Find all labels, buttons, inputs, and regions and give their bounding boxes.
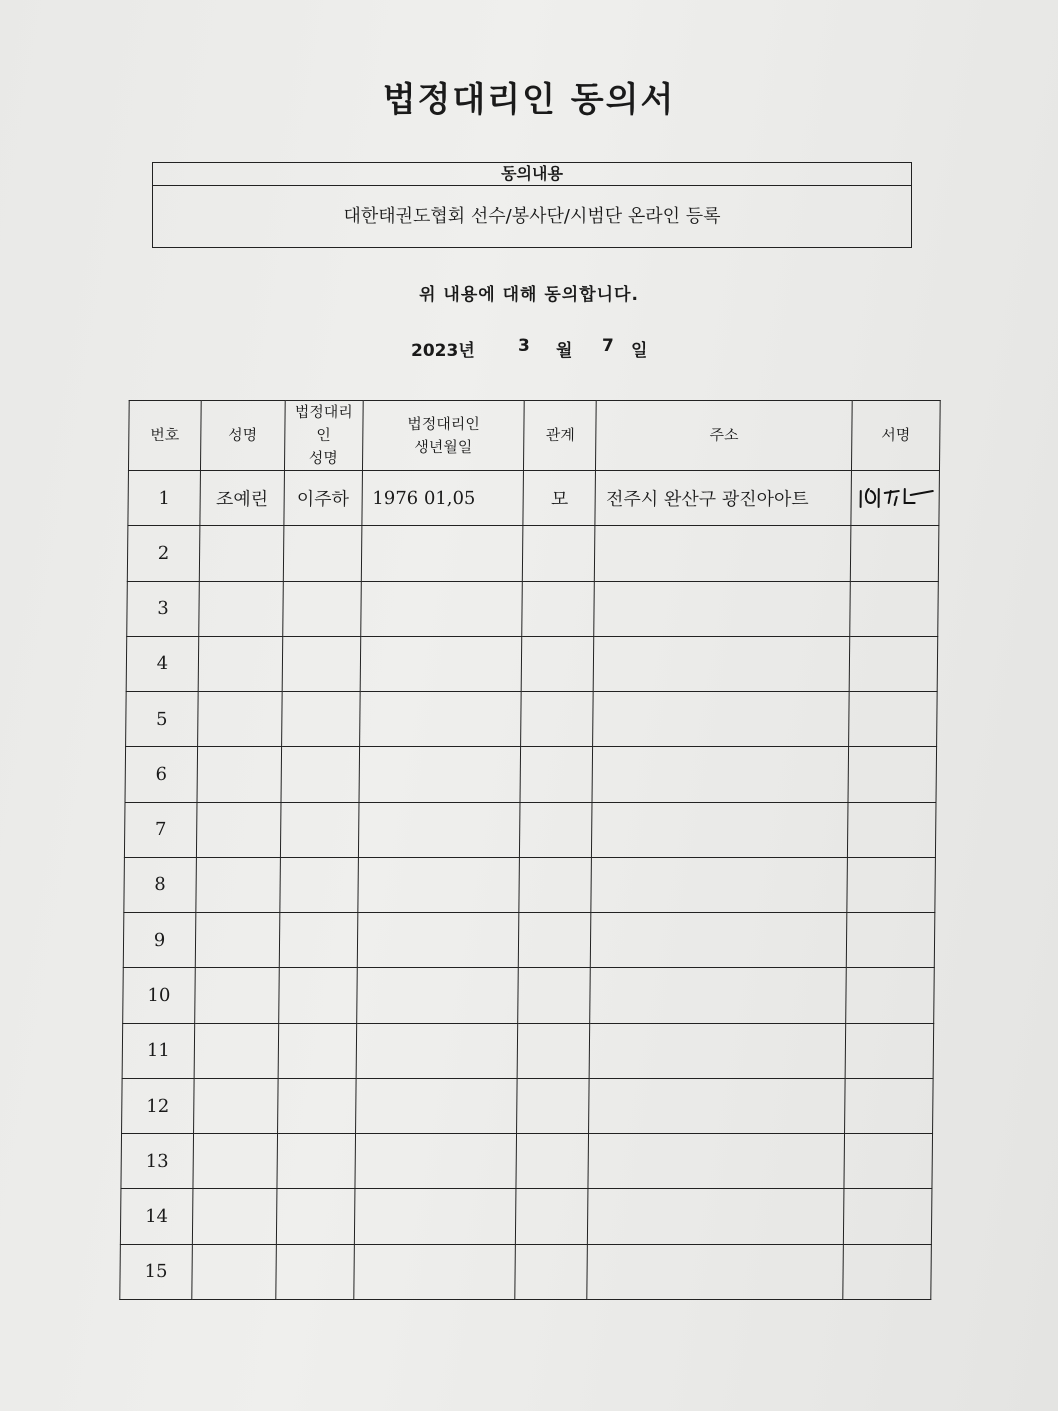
cell-guardian-name bbox=[276, 1189, 354, 1244]
cell-no: 3 bbox=[127, 581, 199, 636]
date-day: 7 bbox=[602, 336, 614, 356]
document-title: 법정대리인 동의서 bbox=[382, 80, 676, 120]
cell-no: 2 bbox=[127, 526, 199, 581]
cell-address bbox=[594, 636, 850, 691]
header-guardian-name-line2: 인 bbox=[316, 426, 331, 444]
cell-address bbox=[589, 1078, 845, 1133]
cell-relation bbox=[515, 1244, 587, 1299]
header-relation: 관계 bbox=[524, 401, 597, 471]
consent-box bbox=[152, 162, 912, 248]
cell-guardian-birth bbox=[359, 747, 521, 802]
cell-signature bbox=[843, 1189, 932, 1244]
cell-guardian-name bbox=[283, 581, 361, 636]
table-header-row bbox=[128, 401, 940, 471]
date-year: 2023년 bbox=[411, 341, 475, 361]
cell-no: 7 bbox=[124, 802, 196, 857]
cell-guardian-name bbox=[283, 526, 361, 581]
cell-guardian-birth bbox=[356, 968, 518, 1023]
cell-relation bbox=[518, 1023, 590, 1078]
header-signature: 서명 bbox=[851, 401, 940, 471]
header-guardian-name-line3: 성명 bbox=[308, 449, 338, 467]
table-row bbox=[120, 1189, 932, 1244]
cell-relation bbox=[522, 636, 594, 691]
cell-guardian-name bbox=[278, 1023, 356, 1078]
cell-signature bbox=[850, 526, 939, 581]
cell-no: 15 bbox=[120, 1244, 192, 1299]
cell-address bbox=[588, 1189, 844, 1244]
table-row bbox=[122, 1078, 934, 1133]
cell-signature bbox=[849, 636, 938, 691]
cell-name bbox=[195, 968, 279, 1023]
cell-no: 11 bbox=[122, 1023, 194, 1078]
cell-guardian-name bbox=[281, 747, 359, 802]
cell-name bbox=[192, 1189, 276, 1244]
header-guardian-birth-line1: 법정대리인 bbox=[407, 414, 480, 433]
consent-content: 대한태권도협회 선수/봉사단/시범단 온라인 등록 bbox=[343, 206, 721, 227]
cell-guardian-birth bbox=[353, 1244, 515, 1299]
cell-guardian-name bbox=[280, 857, 358, 912]
cell-guardian-birth bbox=[360, 636, 522, 691]
cell-relation bbox=[516, 1134, 588, 1189]
cell-no: 10 bbox=[123, 968, 195, 1023]
cell-no: 13 bbox=[121, 1134, 193, 1189]
cell-relation bbox=[516, 1189, 588, 1244]
cell-name bbox=[196, 857, 280, 912]
cell-address bbox=[590, 968, 846, 1023]
cell-address bbox=[591, 913, 847, 968]
cell-guardian-birth bbox=[356, 1023, 518, 1078]
header-guardian-name bbox=[284, 401, 363, 471]
signature-handwritten bbox=[851, 471, 940, 526]
header-guardian-name-line1: 법정대리 bbox=[294, 403, 353, 421]
cell-guardian-name bbox=[278, 968, 356, 1023]
cell-guardian-name bbox=[277, 1134, 355, 1189]
cell-guardian-birth bbox=[358, 857, 520, 912]
cell-address bbox=[593, 692, 849, 747]
cell-name bbox=[195, 913, 279, 968]
cell-relation bbox=[520, 747, 592, 802]
cell-name bbox=[193, 1078, 277, 1133]
header-guardian-birth bbox=[362, 401, 525, 471]
cell-name: 조예린 bbox=[200, 471, 284, 526]
cell-relation bbox=[517, 1078, 589, 1133]
cell-no: 5 bbox=[126, 692, 198, 747]
cell-name bbox=[199, 526, 283, 581]
cell-name bbox=[197, 747, 281, 802]
table-row bbox=[127, 581, 939, 636]
cell-name bbox=[192, 1244, 276, 1299]
date-month-unit: 월 bbox=[556, 341, 573, 361]
cell-guardian-birth bbox=[355, 1078, 517, 1133]
cell-address: 전주시 완산구 광진아아트 bbox=[595, 471, 851, 526]
table-row bbox=[123, 913, 935, 968]
cell-no: 6 bbox=[125, 747, 197, 802]
cell-relation: 모 bbox=[523, 471, 595, 526]
cell-guardian-name bbox=[279, 913, 357, 968]
cell-address bbox=[591, 857, 847, 912]
cell-signature bbox=[846, 968, 935, 1023]
cell-guardian-birth bbox=[361, 526, 523, 581]
cell-signature bbox=[847, 802, 936, 857]
cell-guardian-name bbox=[276, 1244, 354, 1299]
table-row bbox=[128, 471, 940, 526]
table-row bbox=[122, 1023, 934, 1078]
cell-guardian-birth: 1976 01,05 bbox=[362, 471, 524, 526]
cell-name bbox=[196, 802, 280, 857]
cell-guardian-birth bbox=[354, 1189, 516, 1244]
header-guardian-birth-line2: 생년월일 bbox=[414, 437, 473, 456]
cell-no: 9 bbox=[123, 913, 195, 968]
cell-relation bbox=[521, 692, 593, 747]
table-row bbox=[120, 1244, 932, 1299]
cell-address bbox=[588, 1134, 844, 1189]
cell-relation bbox=[522, 581, 594, 636]
cell-guardian-birth bbox=[357, 913, 519, 968]
cell-name bbox=[193, 1134, 277, 1189]
cell-address bbox=[592, 802, 848, 857]
cell-address bbox=[595, 526, 851, 581]
cell-guardian-birth bbox=[355, 1134, 517, 1189]
cell-address bbox=[594, 581, 850, 636]
guardian-table bbox=[119, 400, 940, 1300]
cell-signature bbox=[848, 747, 937, 802]
cell-relation bbox=[523, 526, 595, 581]
cell-signature bbox=[844, 1134, 933, 1189]
date-day-unit: 일 bbox=[631, 341, 648, 361]
table-row bbox=[121, 1134, 933, 1189]
cell-guardian-name bbox=[282, 636, 360, 691]
cell-guardian-name bbox=[280, 802, 358, 857]
table-row bbox=[125, 747, 937, 802]
cell-guardian-name bbox=[277, 1078, 355, 1133]
cell-address bbox=[587, 1244, 843, 1299]
cell-relation bbox=[520, 802, 592, 857]
table-row bbox=[123, 968, 935, 1023]
table-row bbox=[126, 692, 938, 747]
cell-guardian-name bbox=[281, 692, 359, 747]
table-row bbox=[124, 857, 936, 912]
cell-signature bbox=[847, 857, 936, 912]
cell-signature bbox=[843, 1244, 932, 1299]
header-no: 번호 bbox=[128, 401, 201, 471]
cell-guardian-name: 이주하 bbox=[284, 471, 362, 526]
table-row bbox=[126, 636, 938, 691]
cell-address bbox=[589, 1023, 845, 1078]
cell-address bbox=[592, 747, 848, 802]
cell-no: 14 bbox=[120, 1189, 192, 1244]
cell-no: 4 bbox=[126, 636, 198, 691]
cell-name bbox=[198, 636, 282, 691]
cell-guardian-birth bbox=[358, 802, 520, 857]
cell-relation bbox=[519, 913, 591, 968]
date-month: 3 bbox=[518, 336, 530, 356]
cell-relation bbox=[518, 968, 590, 1023]
cell-name bbox=[197, 692, 281, 747]
table-row bbox=[127, 526, 939, 581]
cell-no: 12 bbox=[122, 1078, 194, 1133]
cell-signature bbox=[850, 581, 939, 636]
cell-no: 1 bbox=[128, 471, 200, 526]
cell-guardian-birth bbox=[360, 581, 522, 636]
consent-header: 동의내용 bbox=[153, 163, 911, 186]
agreement-statement: 위 내용에 대해 동의합니다. bbox=[419, 285, 639, 305]
table-row bbox=[124, 802, 936, 857]
cell-signature bbox=[849, 692, 938, 747]
header-address: 주소 bbox=[596, 401, 852, 471]
cell-relation bbox=[519, 857, 591, 912]
cell-signature bbox=[844, 1078, 933, 1133]
cell-guardian-birth bbox=[359, 692, 521, 747]
cell-name bbox=[199, 581, 283, 636]
cell-name bbox=[194, 1023, 278, 1078]
cell-no: 8 bbox=[124, 857, 196, 912]
cell-signature bbox=[845, 1023, 934, 1078]
cell-signature bbox=[846, 913, 935, 968]
header-name: 성명 bbox=[200, 401, 285, 471]
